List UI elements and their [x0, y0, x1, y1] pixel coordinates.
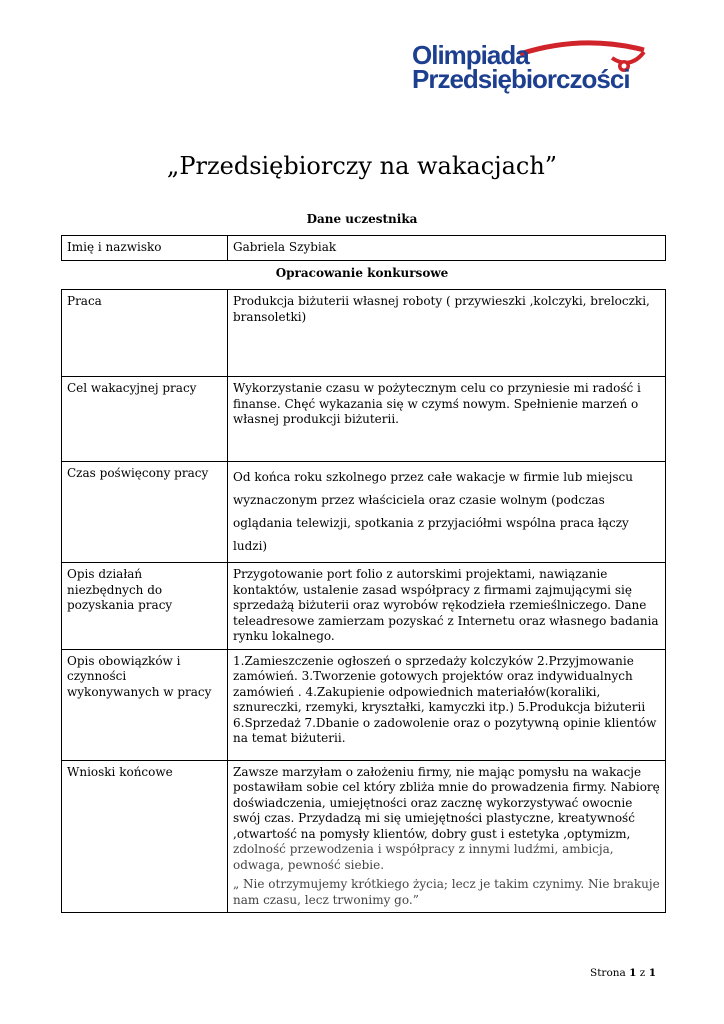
table-row: [62, 290, 666, 377]
table-row: [62, 563, 666, 650]
row-text: Produkcja biżuterii własnej roboty ( przywieszki ,kolczyki, breloczki, bransoletki): [228, 290, 666, 377]
row-label: Wnioski końcowe: [62, 760, 228, 913]
table-row: [62, 760, 666, 913]
table-row: [62, 236, 666, 261]
row-label: Praca: [62, 290, 228, 377]
page-footer: [590, 967, 656, 979]
section-heading-participant: Dane uczestnika: [306, 212, 418, 226]
table-row: [62, 462, 666, 563]
row-label: Czas poświęcony pracy: [62, 462, 228, 563]
logo-text-line1: Olimpiada: [412, 40, 529, 70]
row-text: 1.Zamieszczenie ogłoszeń o sprzedaży kolczyków 2.Przyjmowanie zamówień. 3.Tworzenie gotowych projektów oraz indywidualnych zamówień . 4.Zakupienie odpowiednich materiałów(koraliki, sznureczki, rzemyki, kryształki, kamyczki itp.) 5.Produkcja biżuterii 6.Sprzedaż 7.Dbanie o zadowolenie oraz o pozytywną opinie klientów na temat biżuterii.: [228, 649, 666, 760]
olimpiada-logo: [412, 40, 652, 102]
table-row: [62, 377, 666, 462]
table-row: [62, 649, 666, 760]
participant-table: [61, 235, 666, 261]
row-text: Wykorzystanie czasu w pożytecznym celu co przyniesie mi radość i finanse. Chęć wykazania się w czymś nowym. Spełnienie marzeń o własnej produkcji biżuterii.: [228, 377, 666, 462]
page-title: „Przedsiębiorczy na wakacjach”: [166, 152, 558, 180]
quote-text: „ Nie otrzymujemy krótkiego życia; lecz je takim czynimy. Nie brakuje nam czasu, lecz trwonimy go.”: [233, 877, 660, 907]
contest-table: [61, 289, 666, 913]
conclusions-text-grey: zdolność przewodzenia i współpracy z innymi ludźmi, ambicja, odwaga, pewność siebie.: [233, 842, 614, 872]
footer-sep: z: [639, 967, 646, 979]
name-value: Gabriela Szybiak: [228, 236, 666, 261]
conclusions-text: Zawsze marzyłam o założeniu firmy, nie mając pomysłu na wakacje postawiłam sobie cel który zbliża mnie do prowadzenia firmy. Nabiorę doświadczenia, umiejętności oraz zacznę wykorzystywać owocnie swój czas. Przydadzą mi się umiejętności plastyczne, kreatywność ,otwartość na pomysły klientów, dobry gust i estetyka ,optymizm,: [233, 764, 660, 841]
row-text: Przygotowanie port folio z autorskimi projektami, nawiązanie kontaktów, ustalenie zasad współpracy z firmami zajmującymi się sprzedażą biżuterii oraz wyrobów rękodzieła rzemieślniczego. Dane teleadresowe zamierzam pozyskać z Internetu oraz własnego badania rynku lokalnego.: [228, 563, 666, 650]
footer-page: 1: [629, 967, 637, 979]
row-label: Opis obowiązków i czynności wykonywanych w pracy: [62, 649, 228, 760]
logo-text-line2: Przedsiębiorczości: [412, 64, 630, 94]
row-text: Od końca roku szkolnego przez całe wakacje w firmie lub miejscu wyznaczonym przez właściciela oraz czasie wolnym (podczas oglądania telewizji, spotkania z przyjaciółmi wspólna praca łączy ludzi): [228, 462, 666, 563]
row-label: Opis działań niezbędnych do pozyskania pracy: [62, 563, 228, 650]
row-label: Cel wakacyjnej pracy: [62, 377, 228, 462]
conclusions-cell: [228, 760, 666, 913]
footer-prefix: Strona: [590, 967, 626, 979]
section-heading-contest: Opracowanie konkursowe: [275, 266, 449, 280]
name-label: Imię i nazwisko: [62, 236, 228, 261]
footer-total: 1: [648, 967, 656, 979]
